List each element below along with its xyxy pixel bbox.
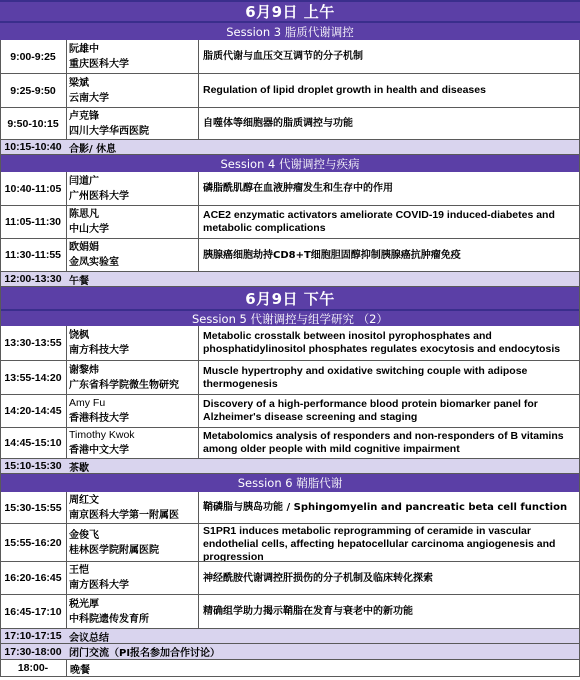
talk-time: 16:45-17:10 (0, 595, 67, 628)
break-time: 18:00- (17, 662, 49, 674)
speaker-cell (66, 40, 199, 73)
speaker-cell (66, 108, 199, 139)
break-label: 会议总结 (69, 632, 109, 644)
talk-time: 16:20-16:45 (0, 562, 67, 594)
talk-title: Metabolomics analysis of responders and non-responders of B vitamins among older people with mild cognitive impairment (203, 430, 564, 455)
speaker-name: 阮雄中 (69, 43, 99, 55)
speaker-name: 税光厚 (69, 598, 99, 610)
talk-title: Discovery of a high-performance blood protein biomarker panel for Alzheimer's disease screening and staging (203, 398, 538, 423)
speaker-cell (66, 524, 199, 561)
speaker-cell (66, 361, 199, 394)
speaker-affiliation: 重庆医科大学 (69, 58, 129, 70)
speaker-cell (66, 492, 199, 523)
speaker-affiliation: 中山大学 (69, 224, 109, 235)
lunch-row (0, 272, 580, 287)
break-label: 茶歇 (69, 462, 89, 474)
talk-title: 脂质代谢与血压交互调节的分子机制 (203, 51, 363, 62)
talk-time: 13:55-14:20 (0, 361, 67, 394)
speaker-affiliation: 香港科技大学 (69, 413, 129, 424)
talk-time: 9:25-9:50 (0, 74, 67, 107)
talk-row (0, 172, 580, 206)
talk-title: Metabolic crosstalk between inositol pyrophosphates and phosphatidylinositol phosphates regulates exocytosis and endocytosis (203, 330, 561, 355)
talk-time: 9:00-9:25 (0, 40, 67, 73)
talk-row (0, 395, 580, 428)
tea-break-row (0, 459, 580, 474)
speaker-affiliation: 中科院遗传发育所 (69, 613, 149, 625)
speaker-affiliation: 南京医科大学第一附属医 (69, 509, 179, 521)
session-5-title: Session 5 代谢调控与组学研究 （2） (0, 311, 580, 326)
talk-title: 精确组学助力揭示鞘脂在发育与衰老中的新功能 (203, 606, 413, 617)
talk-title: 磷脂酰肌醇在血液肿瘤发生和生存中的作用 (203, 183, 393, 194)
talk-time: 9:50-10:15 (0, 108, 67, 139)
speaker-name: 梁斌 (69, 77, 89, 89)
talk-title: 胰腺癌细胞劫持CD8+T细胞胆固醇抑制胰腺癌抗肿瘤免疫 (203, 249, 461, 261)
talk-time: 15:55-16:20 (0, 524, 67, 561)
day-title-morning: 6月9日 上午 (0, 2, 580, 21)
talk-title: 神经酰胺代谢调控肝损伤的分子机制及临床转化探索 (203, 572, 433, 584)
talk-row (0, 595, 580, 629)
talk-row (0, 108, 580, 140)
speaker-name: 周红文 (69, 494, 99, 506)
table-border-left (0, 40, 1, 677)
speaker-cell (66, 74, 199, 107)
speaker-name: 饶枫 (69, 330, 89, 341)
break-label: 合影/ 休息 (69, 143, 117, 155)
speaker-affiliation: 南方医科大学 (69, 580, 129, 591)
talk-time: 14:45-15:10 (0, 428, 67, 458)
speaker-name: 王恺 (69, 565, 89, 576)
speaker-name: 陈思凡 (69, 209, 99, 220)
closing-row (0, 660, 580, 677)
talk-title: 鞘磷脂与胰岛功能 / Sphingomyelin and pancreatic beta cell function (203, 502, 568, 513)
speaker-name: 闫道广 (69, 175, 99, 187)
speaker-cell (66, 326, 199, 360)
speaker-name: Timothy Kwok (69, 429, 135, 441)
talk-title: Muscle hypertrophy and oxidative switching couple with adipose thermogenesis (203, 364, 528, 390)
break-time: 17:30-18:00 (4, 645, 62, 658)
break-row (0, 140, 580, 155)
talk-time: 15:30-15:55 (0, 492, 67, 523)
speaker-cell (66, 595, 199, 628)
speaker-affiliation: 四川大学华西医院 (69, 125, 149, 137)
speaker-cell (66, 395, 199, 427)
speaker-cell (66, 206, 199, 238)
talk-title: 自噬体等细胞器的脂质调控与功能 (203, 118, 353, 129)
talk-row (0, 326, 580, 361)
speaker-affiliation: 金凤实验室 (69, 257, 119, 268)
talk-time: 14:20-14:45 (0, 395, 67, 427)
session-4-title: Session 4 代谢调控与疾病 (0, 155, 580, 172)
talk-time: 11:05-11:30 (0, 206, 67, 238)
speaker-cell (66, 172, 199, 205)
speaker-name: 谢黎炜 (69, 364, 99, 376)
closing-row (0, 629, 580, 644)
talk-row (0, 40, 580, 74)
speaker-affiliation: 桂林医学院附属医院 (69, 544, 159, 556)
break-time: 17:10-17:15 (4, 630, 62, 642)
talk-title: S1PR1 induces metabolic reprogramming of ceramide in vascular endothelial cells, affecting hepatocellular carcinoma angiogenesis and progression (203, 525, 556, 561)
talk-title: ACE2 enzymatic activators ameliorate COVID-19 induced-diabetes and metabolic complications (203, 209, 555, 234)
talk-row (0, 492, 580, 524)
talk-row (0, 361, 580, 395)
day-title-afternoon: 6月9日 下午 (0, 287, 580, 309)
talk-row (0, 562, 580, 595)
speaker-name: 欧娟娟 (69, 242, 99, 253)
speaker-affiliation: 云南大学 (69, 92, 109, 104)
speaker-affiliation: 南方科技大学 (69, 345, 129, 356)
speaker-name: Amy Fu (69, 397, 106, 409)
speaker-affiliation: 广州医科大学 (69, 190, 129, 202)
speaker-cell (66, 562, 199, 594)
break-time: 15:10-15:30 (4, 460, 62, 472)
talk-time: 10:40-11:05 (0, 172, 67, 205)
talk-row (0, 428, 580, 459)
closing-row (0, 644, 580, 660)
talk-row (0, 206, 580, 239)
talk-row (0, 74, 580, 108)
talk-row (0, 239, 580, 272)
talk-time: 13:30-13:55 (0, 326, 67, 360)
speaker-affiliation: 广东省科学院微生物研究 (69, 379, 179, 391)
session-6-title: Session 6 鞘脂代谢 (0, 474, 580, 492)
speaker-name: 卢克锋 (69, 110, 99, 122)
talk-row (0, 524, 580, 562)
speaker-cell (66, 239, 199, 271)
speaker-cell (66, 428, 199, 458)
break-label: 晚餐 (66, 660, 90, 676)
speaker-affiliation: 香港中文大学 (69, 445, 129, 456)
talk-title: Regulation of lipid droplet growth in health and diseases (203, 84, 486, 96)
break-time: 12:00-13:30 (4, 273, 62, 285)
break-time: 10:15-10:40 (4, 141, 62, 153)
break-label: 午餐 (69, 275, 89, 287)
speaker-name: 金俊飞 (69, 529, 99, 541)
break-label: 闭门交流（PI报名参加合作讨论） (69, 648, 221, 659)
talk-time: 11:30-11:55 (0, 239, 67, 271)
session-3-title: Session 3 脂质代谢调控 (0, 23, 580, 40)
